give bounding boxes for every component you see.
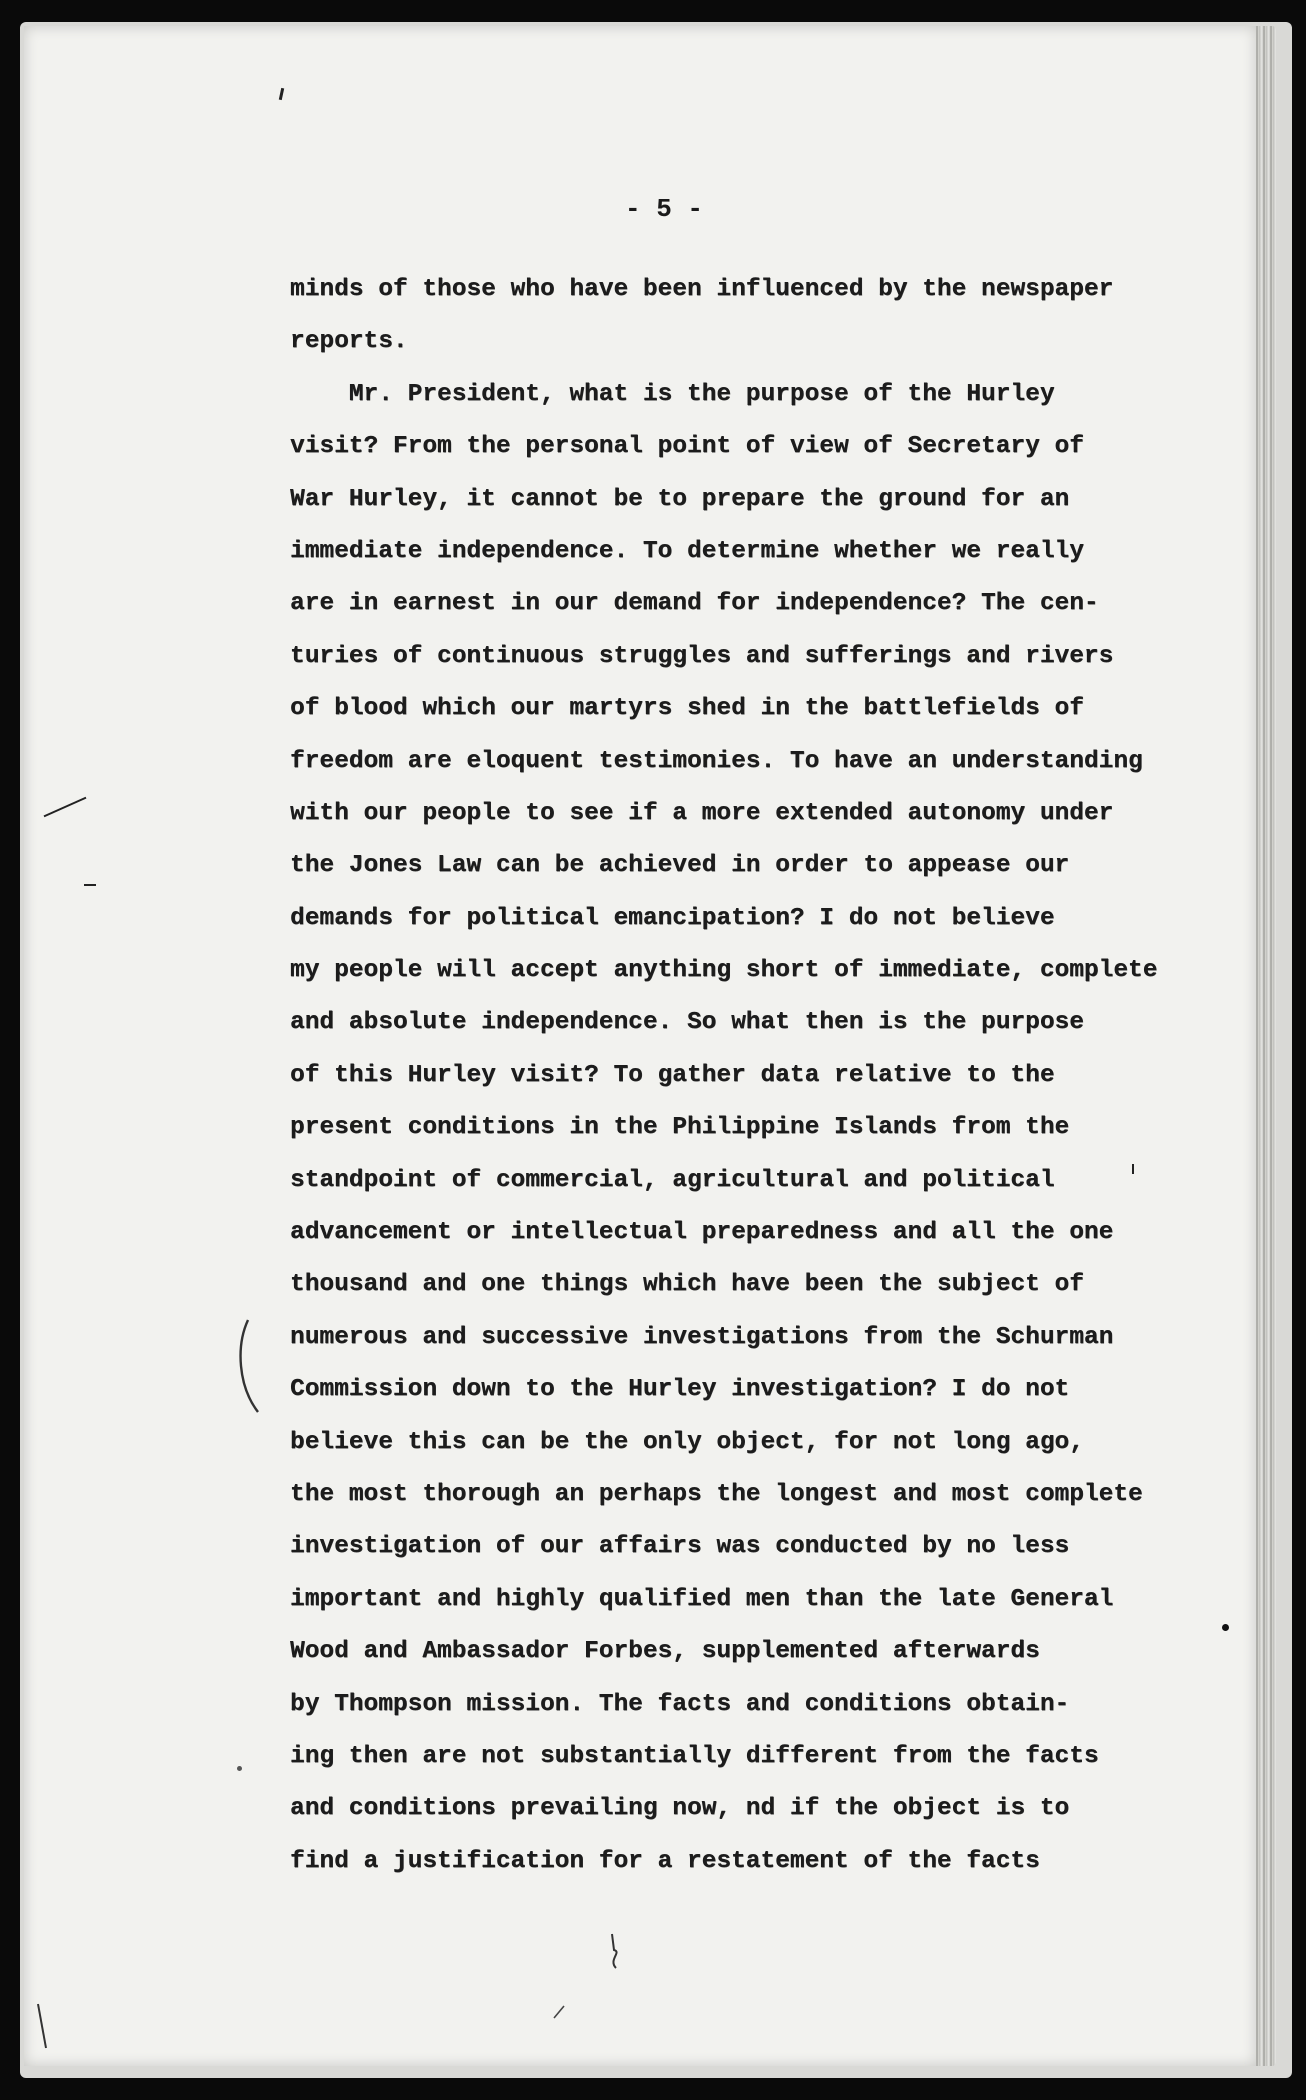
stray-mark bbox=[84, 884, 96, 886]
ink-dot bbox=[1222, 1624, 1229, 1631]
text-line: advancement or intellectual preparedness and all the one bbox=[290, 1219, 1114, 1247]
text-line: minds of those who have been influenced by the newspaper bbox=[290, 276, 1114, 303]
text-line: my people will accept anything short of immediate, complete bbox=[290, 957, 1158, 985]
text-line: the most thorough an perhaps the longest and most complete bbox=[290, 1480, 1143, 1508]
stray-mark bbox=[1132, 1164, 1134, 1174]
text-line: present conditions in the Philippine Islands from the bbox=[290, 1114, 1070, 1142]
text-line: believe this can be the only object, for not long ago, bbox=[290, 1428, 1084, 1456]
text-line: ing then are not substantially different from the facts bbox=[290, 1742, 1099, 1770]
text-line: the Jones Law can be achieved in order to appease our bbox=[290, 852, 1070, 880]
stray-squiggle-mark bbox=[602, 1932, 632, 1972]
text-line: investigation of our affairs was conducted by no less bbox=[290, 1533, 1070, 1561]
ink-dot bbox=[237, 1766, 242, 1771]
text-line: find a justification for a restatement of the facts bbox=[290, 1847, 1040, 1875]
text-line: standpoint of commercial, agricultural and political bbox=[290, 1166, 1055, 1194]
text-line: with our people to see if a more extended autonomy under bbox=[290, 799, 1114, 827]
text-line: of blood which our martyrs shed in the battlefields of bbox=[290, 695, 1084, 723]
text-line: Wood and Ambassador Forbes, supplemented afterwards bbox=[290, 1638, 1040, 1666]
text-line: important and highly qualified men than the late General bbox=[290, 1585, 1114, 1613]
text-line: Mr. President, what is the purpose of the Hurley bbox=[290, 380, 1055, 408]
stray-corner-mark bbox=[32, 2002, 62, 2052]
typewritten-page bbox=[24, 26, 1256, 2066]
page-body-text bbox=[290, 264, 1230, 1888]
text-line: immediate independence. To determine whether we really bbox=[290, 537, 1084, 565]
text-line: are in earnest in our demand for independence? The cen- bbox=[290, 590, 1099, 618]
page-number: - 5 - bbox=[624, 194, 703, 224]
text-line: reports. bbox=[290, 328, 408, 356]
stray-mark bbox=[44, 797, 87, 818]
stray-tick-mark bbox=[550, 2002, 570, 2022]
margin-bracket-mark bbox=[234, 1316, 274, 1416]
text-line: War Hurley, it cannot be to prepare the ground for an bbox=[290, 485, 1070, 513]
text-line: freedom are eloquent testimonies. To have an understanding bbox=[290, 747, 1143, 775]
text-line: demands for political emancipation? I do not believe bbox=[290, 904, 1055, 932]
text-line: numerous and successive investigations from the Schurman bbox=[290, 1323, 1114, 1351]
stray-mark bbox=[279, 88, 284, 100]
text-line: turies of continuous struggles and sufferings and rivers bbox=[290, 642, 1114, 670]
text-line: by Thompson mission. The facts and conditions obtain- bbox=[290, 1690, 1070, 1718]
text-line: of this Hurley visit? To gather data relative to the bbox=[290, 1061, 1055, 1089]
text-line: Commission down to the Hurley investigation? I do not bbox=[290, 1376, 1070, 1404]
text-line: and conditions prevailing now, nd if the object is to bbox=[290, 1795, 1070, 1823]
text-line: and absolute independence. So what then is the purpose bbox=[290, 1009, 1084, 1037]
text-line: thousand and one things which have been the subject of bbox=[290, 1271, 1084, 1299]
text-line: visit? From the personal point of view of Secretary of bbox=[290, 433, 1084, 461]
